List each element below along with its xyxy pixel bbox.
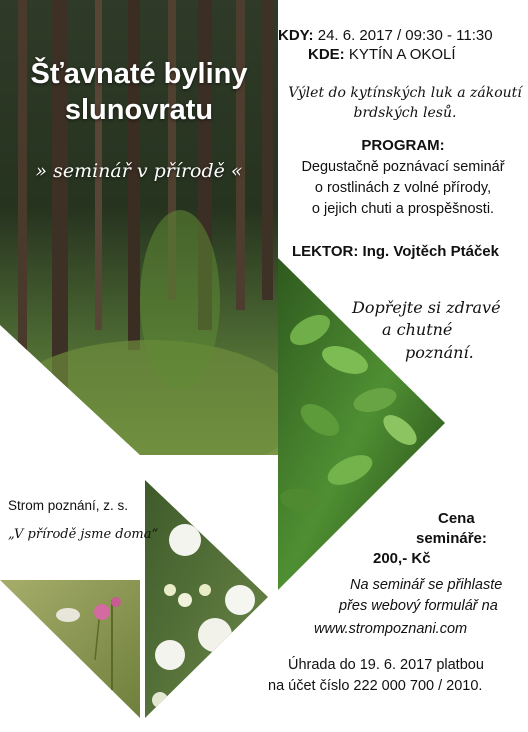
organizer-name: Strom poznání, z. s.: [8, 498, 129, 513]
registration-line-2: přes webový formulář na: [339, 598, 498, 614]
price-line-1: Cena: [438, 510, 475, 527]
program-heading: PROGRAM:: [361, 137, 445, 154]
when-value: 24. 6. 2017 / 09:30 - 11:30: [313, 27, 493, 44]
when-label: KDY:: [278, 27, 314, 44]
title-line-2: slunovratu: [64, 94, 214, 126]
slogan-line-3: poznání.: [405, 343, 474, 362]
trip-line-1: Výlet do kytínských luk a zákoutí: [288, 85, 522, 101]
organizer-motto: „V přírodě jsme doma“: [8, 527, 159, 542]
slogan-line-1: Dopřejte si zdravé: [352, 298, 501, 317]
where-line: [308, 46, 456, 63]
where-value: KYTÍN A OKOLÍ: [344, 46, 456, 63]
payment-line-1: Úhrada do 19. 6. 2017 platbou: [288, 657, 484, 673]
program-line-1: Degustačně poznávací seminář: [301, 159, 505, 175]
lecturer: LEKTOR: Ing. Vojtěch Ptáček: [292, 243, 499, 260]
payment-line-2: na účet číslo 222 000 700 / 2010.: [268, 678, 483, 694]
event-subtitle: » seminář v přírodě «: [35, 160, 243, 182]
website-link[interactable]: www.strompoznani.com: [314, 621, 468, 637]
title-line-1: Šťavnaté byliny: [30, 58, 248, 90]
program-text: [278, 157, 528, 220]
flowers-photo: [145, 478, 270, 720]
program-line-2: o rostlinách z volné přírody,: [314, 180, 492, 196]
meadow-photo: [0, 580, 140, 718]
event-title: [0, 56, 278, 128]
when-line: [278, 27, 493, 44]
where-label: KDE:: [308, 46, 345, 63]
price-line-2: semináře:: [416, 530, 487, 547]
trip-description: [285, 83, 525, 123]
slogan-line-2: a chutné: [382, 320, 453, 339]
price-value: 200,- Kč: [373, 550, 431, 567]
program-line-3: o jejich chuti a prospěšnosti.: [311, 201, 495, 217]
trip-line-2: brdských lesů.: [353, 105, 457, 121]
registration-line-1: Na seminář se přihlaste: [350, 577, 503, 593]
